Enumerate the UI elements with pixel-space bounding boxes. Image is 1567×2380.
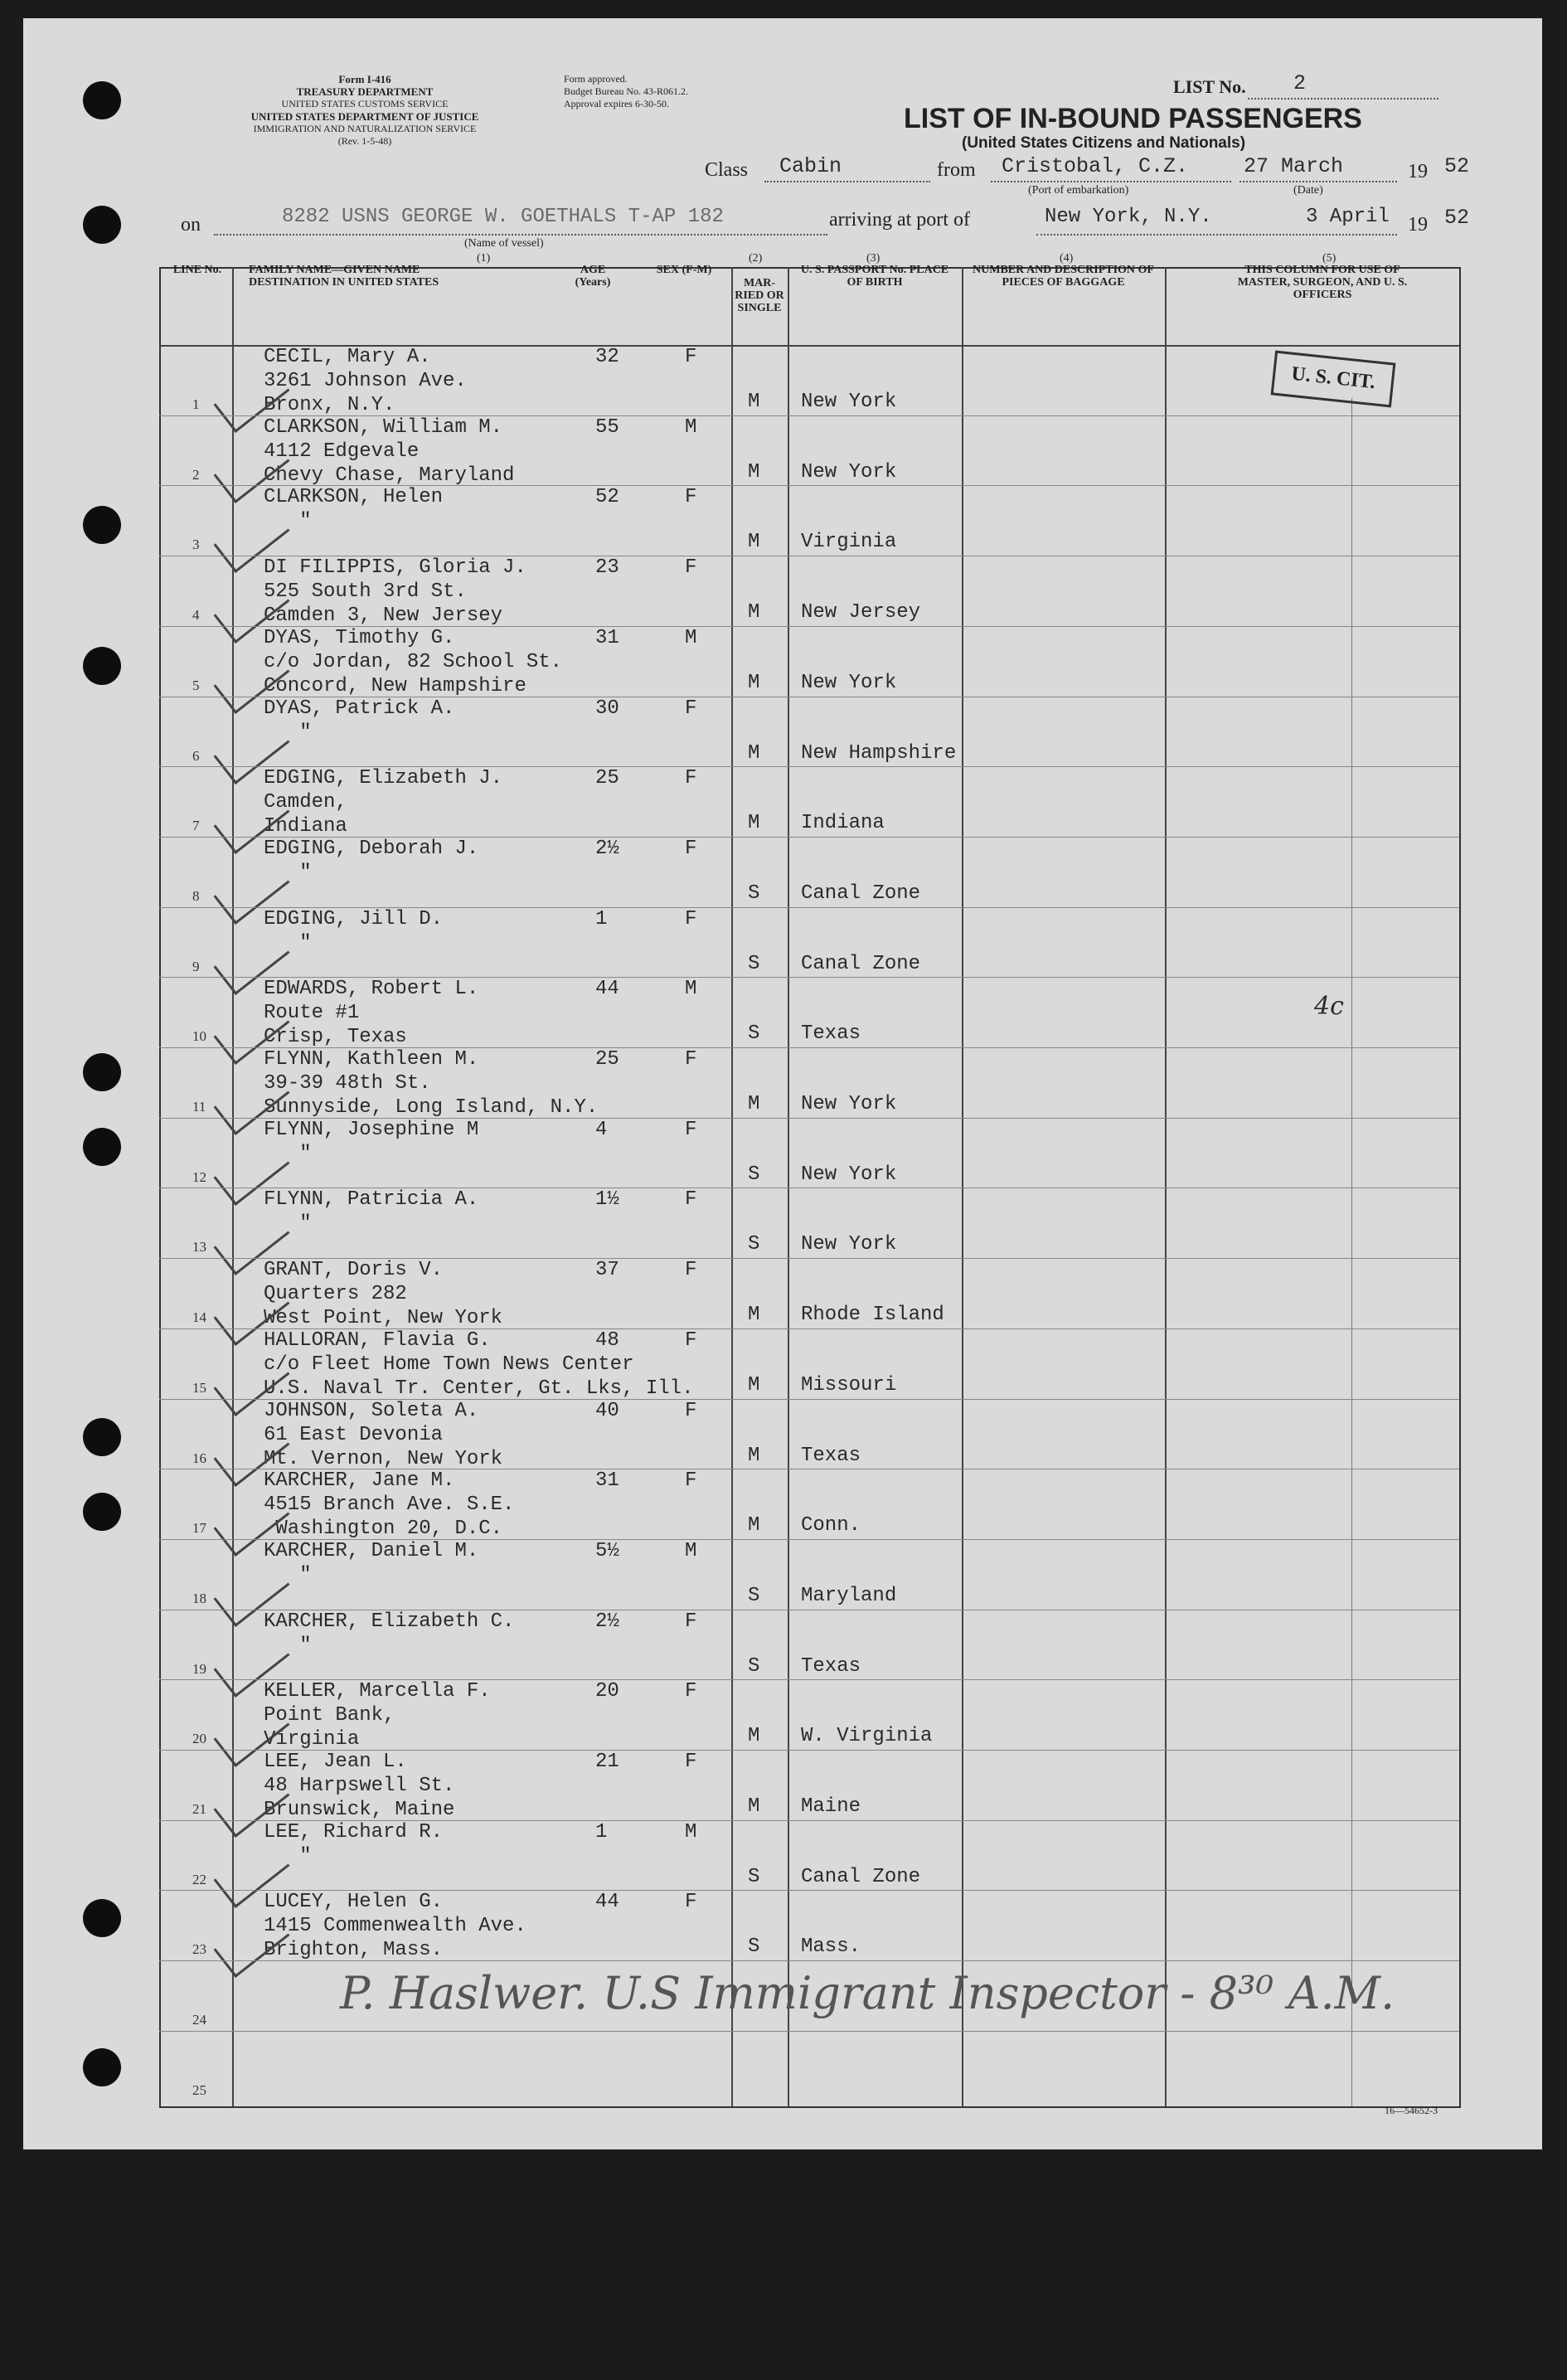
line-number: 5: [192, 677, 200, 693]
passenger-age: 25: [595, 1048, 619, 1071]
place-of-birth: W. Virginia: [801, 1725, 933, 1748]
from-value: Cristobal, C.Z.: [1002, 154, 1189, 178]
line-number: 2: [192, 466, 200, 483]
date-value: 27 March: [1244, 154, 1344, 178]
passenger-age: 40: [595, 1399, 619, 1422]
passenger-name-address: KELLER, Marcella F. Point Bank, Virginia: [264, 1680, 491, 1751]
passenger-age: 23: [595, 556, 619, 580]
marital-status: S: [748, 1163, 760, 1186]
passenger-name-address: JOHNSON, Soleta A. 61 East Devonia Mt. Vernon, New York: [264, 1399, 503, 1470]
year-value: 52: [1444, 154, 1470, 178]
class-value: Cabin: [779, 154, 842, 178]
place-of-birth: New York: [801, 1093, 897, 1115]
line-number: 18: [192, 1590, 206, 1606]
line-number: 17: [192, 1520, 206, 1537]
marital-status: S: [748, 1022, 760, 1046]
passenger-name-address: LEE, Richard R. ": [264, 1820, 444, 1868]
col-age: AGE (Years): [575, 264, 611, 289]
vessel-line: [214, 234, 827, 236]
passenger-sex: F: [685, 907, 697, 930]
approved-line-2: Budget Bureau No. 43-R061.2.: [564, 85, 688, 97]
from-line: [991, 181, 1231, 182]
passenger-sex: F: [685, 1118, 697, 1141]
passenger-sex: F: [685, 346, 697, 368]
passenger-name-address: KARCHER, Daniel M. ": [264, 1539, 479, 1586]
place-of-birth: Indiana: [801, 812, 885, 835]
place-of-birth: Maryland: [801, 1584, 897, 1607]
place-of-birth: Canal Zone: [801, 952, 921, 975]
passenger-sex: F: [685, 1328, 697, 1352]
marital-status: S: [748, 952, 760, 975]
col-num-1: (1): [477, 252, 491, 265]
officer-note: 4c: [1314, 992, 1344, 1021]
list-subtitle: (United States Citizens and Nationals): [962, 134, 1246, 152]
line-number: 10: [192, 1028, 206, 1045]
col-num-5: (5): [1322, 252, 1337, 265]
passenger-age: 1: [595, 1820, 608, 1843]
place-of-birth: Virginia: [801, 531, 897, 554]
marital-status: M: [748, 391, 760, 413]
row-divider: [159, 2031, 1459, 2032]
passenger-name-address: EDGING, Deborah J. ": [264, 837, 479, 884]
line-number: 7: [192, 818, 200, 834]
passenger-age: 32: [595, 346, 619, 368]
passenger-age: 55: [595, 415, 619, 439]
date-line: [1240, 181, 1397, 182]
form-approval: [564, 73, 779, 110]
service: UNITED STATES CUSTOMS SERVICE: [281, 98, 449, 109]
approved-line-3: Approval expires 6-30-50.: [564, 98, 669, 109]
form-number: Form I-416: [338, 73, 391, 85]
marital-status: M: [748, 1444, 760, 1467]
vessel-caption: (Name of vessel): [464, 237, 544, 250]
line-number: 21: [192, 1801, 206, 1817]
line-number: 23: [192, 1941, 206, 1958]
col-num-2: (2): [749, 252, 763, 265]
port-value: New York, N.Y.: [1045, 206, 1212, 228]
line-number: 25: [192, 2081, 206, 2098]
col-num-3: (3): [866, 252, 881, 265]
marital-status: M: [748, 671, 760, 694]
place-of-birth: New Jersey: [801, 601, 921, 624]
col-divider: [1165, 267, 1167, 2106]
place-of-birth: New York: [801, 391, 897, 413]
passenger-age: 5½: [595, 1539, 619, 1562]
passenger-name-address: EDGING, Elizabeth J. Camden, Indiana: [264, 767, 503, 838]
place-of-birth: Texas: [801, 1022, 861, 1046]
passenger-sex: F: [685, 1188, 697, 1212]
passenger-sex: F: [685, 1610, 697, 1633]
passenger-age: 31: [595, 626, 619, 649]
col-family-name: [249, 264, 497, 289]
place-of-birth: Conn.: [801, 1514, 861, 1537]
passenger-sex: F: [685, 697, 697, 720]
line-number: 8: [192, 887, 200, 904]
line-number: 24: [192, 2012, 206, 2028]
immigration-service: IMMIGRATION AND NATURALIZATION SERVICE: [253, 123, 477, 134]
punch-hole: [83, 1493, 121, 1531]
marital-status: M: [748, 1725, 760, 1748]
list-title: LIST OF IN-BOUND PASSENGERS: [904, 103, 1362, 134]
arrival-date: 3 April: [1306, 206, 1390, 228]
passenger-age: 2½: [595, 1610, 619, 1633]
passenger-age: 52: [595, 486, 619, 509]
passenger-name-address: HALLORAN, Flavia G. c/o Fleet Home Town News Center U.S. Naval Tr. Center, Gt. Lks, Ill.: [264, 1328, 694, 1400]
passenger-sex: F: [685, 1259, 697, 1282]
port-line: [1036, 234, 1397, 236]
passenger-name-address: LEE, Jean L. 48 Harpswell St. Brunswick, Maine: [264, 1751, 455, 1821]
col-divider: [731, 267, 733, 2106]
marital-status: S: [748, 1233, 760, 1256]
passenger-sex: F: [685, 1751, 697, 1773]
marital-status: M: [748, 1304, 760, 1327]
passenger-age: 4: [595, 1118, 608, 1141]
passenger-age: 37: [595, 1259, 619, 1282]
passenger-name-address: DYAS, Patrick A. ": [264, 697, 455, 744]
col-divider: [962, 267, 963, 2106]
punch-hole: [83, 1053, 121, 1091]
date-caption: (Date): [1293, 184, 1323, 197]
place-of-birth: New Hampshire: [801, 741, 957, 765]
class-line: [764, 181, 930, 182]
place-of-birth: Missouri: [801, 1373, 897, 1396]
punch-hole: [83, 647, 121, 685]
passenger-sex: F: [685, 1891, 697, 1914]
passenger-age: 1: [595, 907, 608, 930]
col-destination-text: DESTINATION IN UNITED STATES: [249, 276, 439, 289]
marital-status: S: [748, 1936, 760, 1959]
col-divider: [788, 267, 789, 2106]
passenger-name-address: FLYNN, Patricia A. ": [264, 1188, 479, 1236]
row-divider: [159, 1960, 1459, 1961]
passenger-name-address: KARCHER, Jane M. 4515 Branch Ave. S.E. Washington 20, D.C.: [264, 1469, 515, 1541]
place-of-birth: New York: [801, 460, 897, 483]
marital-status: M: [748, 1514, 760, 1537]
marital-status: M: [748, 1093, 760, 1115]
from-caption: (Port of embarkation): [1028, 184, 1129, 197]
department: TREASURY DEPARTMENT: [296, 85, 434, 98]
punch-hole: [83, 2048, 121, 2086]
list-no-line: [1248, 98, 1438, 100]
marital-status: M: [748, 460, 760, 483]
place-of-birth: New York: [801, 671, 897, 694]
passenger-sex: F: [685, 1399, 697, 1422]
place-of-birth: New York: [801, 1233, 897, 1256]
line-number: 6: [192, 747, 200, 764]
passenger-sex: M: [685, 1820, 697, 1843]
line-number: 4: [192, 607, 200, 624]
place-of-birth: Mass.: [801, 1936, 861, 1959]
on-label: on: [181, 214, 201, 236]
passenger-age: 2½: [595, 837, 619, 860]
passenger-age: 21: [595, 1751, 619, 1773]
passenger-name-address: CLARKSON, Helen ": [264, 486, 444, 533]
place-of-birth: Maine: [801, 1795, 861, 1818]
line-number: 15: [192, 1379, 206, 1396]
passenger-sex: M: [685, 415, 697, 439]
marital-status: S: [748, 1865, 760, 1888]
passenger-sex: F: [685, 486, 697, 509]
passenger-sex: M: [685, 1539, 697, 1562]
arrival-year: 52: [1444, 206, 1470, 230]
marital-status: M: [748, 531, 760, 554]
arrival-year-prefix: 19: [1408, 214, 1428, 236]
punch-hole: [83, 1418, 121, 1456]
passenger-sex: M: [685, 626, 697, 649]
col-baggage: NUMBER AND DESCRIPTION OF PIECES OF BAGGAGE: [973, 264, 1154, 289]
line-number: 13: [192, 1239, 206, 1256]
passenger-name-address: CLARKSON, William M. 4112 Edgevale Chevy Chase, Maryland: [264, 415, 515, 487]
place-of-birth: Canal Zone: [801, 1865, 921, 1888]
passenger-name-address: CECIL, Mary A. 3261 Johnson Ave. Bronx, N.Y.: [264, 346, 467, 416]
passenger-age: 44: [595, 978, 619, 1001]
year-prefix: 19: [1408, 161, 1428, 182]
line-number: 22: [192, 1871, 206, 1887]
passenger-sex: M: [685, 978, 697, 1001]
from-label: from: [937, 159, 976, 181]
passenger-sex: F: [685, 556, 697, 580]
col-divider-officer: [1351, 398, 1352, 2106]
marital-status: M: [748, 601, 760, 624]
line-number: 1: [192, 396, 200, 412]
place-of-birth: New York: [801, 1163, 897, 1186]
place-of-birth: Canal Zone: [801, 882, 921, 905]
class-label: Class: [705, 159, 749, 181]
marital-status: S: [748, 1584, 760, 1607]
passenger-name-address: EDWARDS, Robert L. Route #1 Crisp, Texas: [264, 978, 479, 1049]
inspector-signature: P. Haslwer. U.S Immigrant Inspector - 8³⁰ A.M.: [340, 1967, 1395, 2019]
place-of-birth: Texas: [801, 1444, 861, 1467]
marital-status: M: [748, 1373, 760, 1396]
col-sex: SEX (F-M): [656, 264, 712, 276]
passenger-age: 48: [595, 1328, 619, 1352]
line-number: 11: [192, 1099, 206, 1115]
line-number: 12: [192, 1168, 206, 1185]
passenger-age: 25: [595, 767, 619, 790]
marital-status: M: [748, 741, 760, 765]
vessel-value: 8282 USNS GEORGE W. GOETHALS T-AP 182: [282, 206, 724, 228]
line-number: 20: [192, 1731, 206, 1747]
list-no-label: LIST No.: [1173, 76, 1246, 97]
passenger-name-address: EDGING, Jill D. ": [264, 907, 444, 954]
place-of-birth: Texas: [801, 1654, 861, 1678]
col-officers: THIS COLUMN FOR USE OF MASTER, SURGEON, AND U. S. OFFICERS: [1237, 264, 1408, 301]
passenger-sex: F: [685, 837, 697, 860]
col-family-name-text: FAMILY NAME—GIVEN NAME: [249, 264, 420, 276]
passenger-sex: F: [685, 1680, 697, 1703]
marital-status: M: [748, 1795, 760, 1818]
revision: (Rev. 1-5-48): [337, 135, 392, 147]
line-number: 14: [192, 1309, 206, 1326]
approved-line-1: Form approved.: [564, 73, 628, 85]
line-number: 9: [192, 958, 200, 974]
line-number: 19: [192, 1660, 206, 1677]
passenger-name-address: DI FILIPPIS, Gloria J. 525 South 3rd St. Camden 3, New Jersey: [264, 556, 526, 628]
marital-status: S: [748, 882, 760, 905]
passenger-age: 44: [595, 1891, 619, 1914]
marital-status: S: [748, 1654, 760, 1678]
place-of-birth: Rhode Island: [801, 1304, 944, 1327]
punch-hole: [83, 1128, 121, 1166]
punch-hole: [83, 506, 121, 544]
passenger-name-address: FLYNN, Kathleen M. 39-39 48th St. Sunnyside, Long Island, N.Y.: [264, 1048, 599, 1119]
passenger-age: 31: [595, 1469, 619, 1493]
passenger-name-address: LUCEY, Helen G. 1415 Commenwealth Ave. Brighton, Mass.: [264, 1891, 526, 1962]
us-citizen-stamp: U. S. CIT.: [1271, 351, 1396, 408]
marital-status: M: [748, 812, 760, 835]
passenger-age: 20: [595, 1680, 619, 1703]
passenger-name-address: FLYNN, Josephine M ": [264, 1118, 479, 1165]
form-header-left: [182, 73, 547, 148]
passenger-age: 30: [595, 697, 619, 720]
col-married: MAR-RIED OR SINGLE: [735, 277, 784, 314]
passenger-sex: F: [685, 1469, 697, 1493]
col-passport: U. S. PASSPORT No. PLACE OF BIRTH: [800, 264, 949, 289]
passenger-name-address: KARCHER, Elizabeth C. ": [264, 1610, 515, 1657]
punch-hole: [83, 206, 121, 244]
footer-code: 16—54652-3: [1385, 2105, 1438, 2116]
passenger-sex: F: [685, 1048, 697, 1071]
passenger-age: 1½: [595, 1188, 619, 1212]
list-no-value: 2: [1293, 71, 1307, 95]
col-line-no: LINE No.: [172, 264, 222, 276]
justice-dept: UNITED STATES DEPARTMENT OF JUSTICE: [250, 110, 479, 123]
arriving-label: arriving at port of: [829, 209, 970, 231]
punch-hole: [83, 1899, 121, 1937]
line-number: 16: [192, 1450, 206, 1466]
passenger-sex: F: [685, 767, 697, 790]
punch-hole: [83, 81, 121, 119]
col-num-4: (4): [1060, 252, 1074, 265]
passenger-name-address: GRANT, Doris V. Quarters 282 West Point, New York: [264, 1259, 503, 1330]
passenger-name-address: DYAS, Timothy G. c/o Jordan, 82 School St. Concord, New Hampshire: [264, 626, 563, 697]
line-number: 3: [192, 537, 200, 553]
